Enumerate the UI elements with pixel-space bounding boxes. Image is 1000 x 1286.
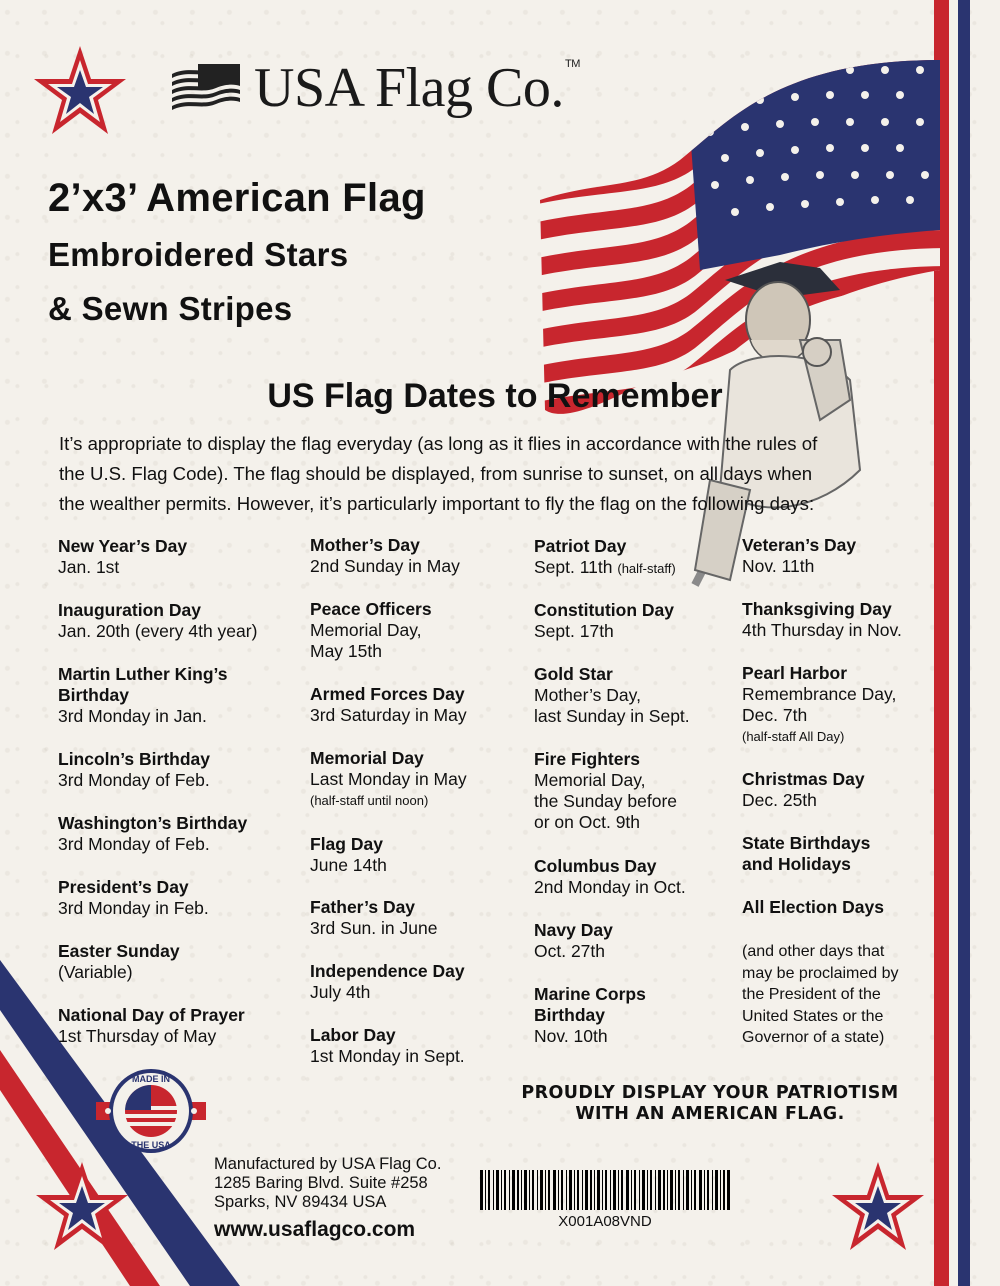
date-detail: (Variable) [58, 962, 133, 982]
tagline [490, 1083, 930, 1125]
date-detail: the Sunday before [534, 791, 678, 811]
badge-top-text: MADE IN [132, 1074, 170, 1084]
date-detail-row [534, 557, 676, 579]
date-detail: 3rd Monday of Feb. [58, 770, 210, 790]
date-detail: 3rd Monday of Feb. [58, 834, 210, 854]
date-detail: 1st Monday in Sept. [310, 1046, 465, 1066]
date-name: Christmas Day [742, 769, 865, 789]
date-name-line2: and Holidays [742, 854, 851, 874]
date-item [310, 834, 387, 876]
date-item [310, 748, 467, 811]
date-item [534, 600, 674, 642]
date-item [534, 984, 646, 1047]
date-name: Navy Day [534, 920, 613, 940]
date-detail: Remembrance Day, [742, 684, 897, 704]
date-item [58, 941, 180, 983]
date-detail: 3rd Monday in Jan. [58, 706, 207, 726]
date-name: Marine Corps [534, 984, 646, 1004]
date-note: (half-staff All Day) [742, 729, 845, 744]
date-name: State Birthdays [742, 833, 871, 853]
date-item [58, 600, 257, 642]
product-subtitle-2: & Sewn Stripes [48, 290, 293, 327]
date-item [534, 749, 677, 833]
date-name: Independence Day [310, 961, 465, 981]
star-icon-bottom-left [32, 1160, 132, 1260]
other-days-note [742, 941, 899, 1049]
note-line: may be proclaimed by [742, 964, 899, 982]
brand-name [254, 56, 580, 120]
star-icon-bottom-right [828, 1160, 928, 1260]
date-item [58, 749, 210, 791]
right-blue-stripe [958, 0, 970, 1286]
date-detail: 2nd Sunday in May [310, 556, 460, 576]
date-item [310, 535, 460, 577]
waving-flag-icon [168, 60, 244, 116]
date-name: Labor Day [310, 1025, 396, 1045]
intro-line: the wealther permits. However, it’s particularly important to fly the flag on the following days: [59, 493, 815, 514]
date-name: Martin Luther King’s [58, 664, 228, 684]
date-detail: or on Oct. 9th [534, 812, 641, 832]
note-line: the President of the [742, 986, 881, 1003]
date-name: New Year’s Day [58, 536, 188, 556]
date-detail: Sept. 11th [534, 557, 613, 577]
date-name: Gold Star [534, 664, 613, 684]
intro-paragraph [59, 429, 919, 519]
date-item [58, 1005, 245, 1047]
date-detail: 4th Thursday in Nov. [742, 620, 902, 640]
date-item [58, 813, 247, 855]
date-name: Thanksgiving Day [742, 599, 892, 619]
date-item [742, 599, 902, 641]
date-name: Veteran’s Day [742, 535, 857, 555]
date-name: Armed Forces Day [310, 684, 465, 704]
date-detail: Nov. 10th [534, 1026, 608, 1046]
date-name: Mother’s Day [310, 535, 420, 555]
date-name-line2: Birthday [58, 685, 129, 705]
date-item [534, 856, 686, 898]
date-item [310, 599, 432, 662]
date-note: (half-staff) [617, 561, 676, 576]
brand-name-text: USA Flag Co. [254, 57, 564, 119]
date-detail: Last Monday in May [310, 769, 467, 789]
date-detail: Jan. 1st [58, 557, 120, 577]
date-detail: June 14th [310, 855, 387, 875]
date-item [534, 536, 676, 579]
manufacturer-info [214, 1155, 441, 1212]
date-detail: Dec. 7th [742, 705, 808, 725]
date-name-line2: Birthday [534, 1005, 605, 1025]
barcode [480, 1170, 730, 1210]
date-detail: 3rd Sun. in June [310, 918, 438, 938]
date-note: (half-staff until noon) [310, 793, 429, 808]
date-detail: May 15th [310, 641, 382, 661]
date-item [742, 833, 870, 875]
date-detail: Memorial Day, [534, 770, 646, 790]
made-in-usa-badge [96, 1066, 206, 1156]
tagline-line: WITH AN AMERICAN FLAG. [575, 1104, 845, 1124]
date-item [310, 684, 467, 726]
section-title: US Flag Dates to Remember [267, 377, 723, 415]
date-item [742, 535, 856, 577]
date-item [534, 664, 690, 727]
date-name: Peace Officers [310, 599, 432, 619]
product-subtitle-1: Embroidered Stars [48, 236, 349, 273]
date-name: Fire Fighters [534, 749, 640, 769]
date-detail: last Sunday in Sept. [534, 706, 690, 726]
barcode-number: X001A08VND [558, 1213, 652, 1230]
intro-line: the U.S. Flag Code). The flag should be displayed, from sunrise to sunset, on all days when [59, 463, 813, 484]
date-detail: Dec. 25th [742, 790, 817, 810]
date-item [742, 897, 884, 918]
date-detail: July 4th [310, 982, 371, 1002]
mfr-line: Manufactured by USA Flag Co. [214, 1155, 442, 1173]
note-line: Governor of a state) [742, 1029, 885, 1046]
date-item [58, 664, 228, 727]
date-name: Columbus Day [534, 856, 657, 876]
date-detail: Oct. 27th [534, 941, 606, 961]
trademark-mark: TM [564, 58, 580, 70]
mfr-line: Sparks, NV 89434 USA [214, 1193, 387, 1211]
date-detail: 3rd Saturday in May [310, 705, 467, 725]
date-name: Lincoln’s Birthday [58, 749, 211, 769]
date-item [58, 877, 209, 919]
product-title: 2’x3’ American Flag [48, 176, 426, 220]
mfr-line: 1285 Baring Blvd. Suite #258 [214, 1174, 428, 1192]
date-item [310, 897, 437, 939]
badge-bottom-text: THE USA [131, 1140, 171, 1150]
date-detail: Mother’s Day, [534, 685, 641, 705]
date-detail: Memorial Day, [310, 620, 422, 640]
date-name: Constitution Day [534, 600, 674, 620]
website-url: www.usaflagco.com [214, 1218, 416, 1241]
date-name: Washington’s Birthday [58, 813, 248, 833]
date-name: All Election Days [742, 897, 884, 917]
note-line: (and other days that [742, 943, 885, 960]
date-item [310, 961, 465, 1003]
date-detail: Sept. 17th [534, 621, 614, 641]
date-detail: 2nd Monday in Oct. [534, 877, 686, 897]
date-name: President’s Day [58, 877, 189, 897]
date-detail: 1st Thursday of May [58, 1026, 217, 1046]
date-name: Inauguration Day [58, 600, 201, 620]
date-item [742, 769, 865, 811]
tagline-line: PROUDLY DISPLAY YOUR PATRIOTISM [521, 1083, 899, 1103]
date-name: Easter Sunday [58, 941, 180, 961]
star-icon-top-left [30, 44, 130, 144]
date-detail: Jan. 20th (every 4th year) [58, 621, 258, 641]
date-name: National Day of Prayer [58, 1005, 245, 1025]
note-line: United States or the [742, 1007, 884, 1025]
date-item [58, 536, 187, 578]
date-item [742, 663, 896, 747]
date-detail: Nov. 11th [742, 556, 815, 576]
intro-line: It’s appropriate to display the flag everyday (as long as it flies in accordance with the rules of [59, 433, 818, 454]
date-name: Father’s Day [310, 897, 416, 917]
date-name: Patriot Day [534, 536, 627, 556]
date-name: Memorial Day [310, 748, 424, 768]
date-name: Flag Day [310, 834, 383, 854]
date-item [534, 920, 613, 962]
date-detail: 3rd Monday in Feb. [58, 898, 209, 918]
date-name: Pearl Harbor [742, 663, 848, 683]
brand-logo [168, 56, 580, 120]
date-item [310, 1025, 465, 1067]
